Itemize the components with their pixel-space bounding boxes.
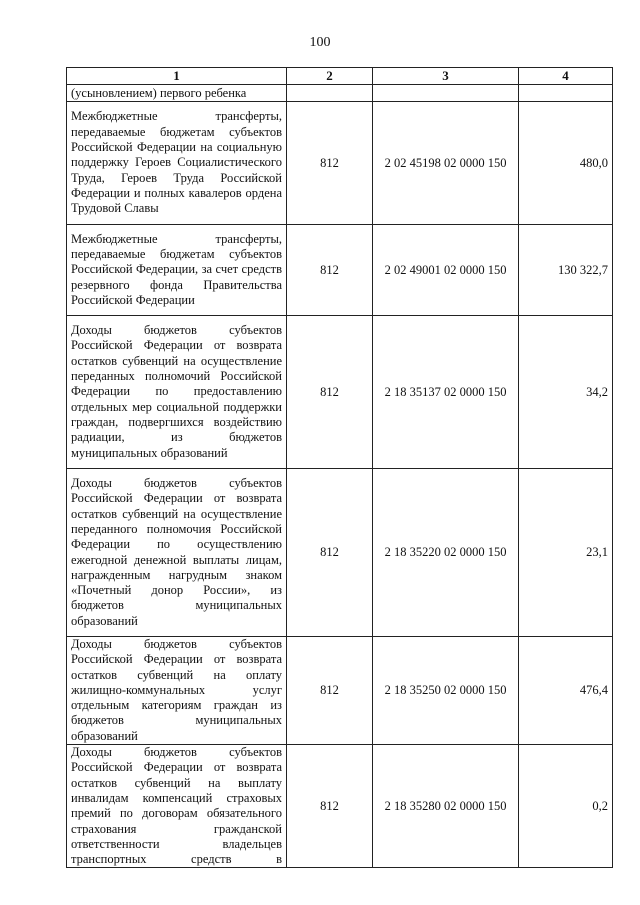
row-description: (усыновлением) первого ребенка [67, 85, 287, 102]
page-number: 100 [309, 35, 331, 50]
row-description: Доходы бюджетов субъектов Российской Федерации от возврата остатков субвенций на осуществление переданных полномочий Российской Федерации по предоставлению отдельных мер социальной поддержки граждан, подвергшихся воздействию радиации, из бюджетов муниципальных образований [67, 316, 287, 469]
row-description: Межбюджетные трансферты, передаваемые бюджетам субъектов Российской Федерации, за счет средств резервного фонда Правительства Российской Федерации [67, 225, 287, 316]
table-row [67, 637, 613, 745]
row-amount: 0,2 [519, 745, 613, 868]
row-admin-code [287, 85, 373, 102]
row-amount: 476,4 [519, 637, 613, 745]
row-amount: 480,0 [519, 102, 613, 225]
table-row [67, 85, 613, 102]
column-header-3: 3 [373, 68, 519, 85]
budget-revenue-table [66, 67, 613, 868]
row-description: Доходы бюджетов субъектов Российской Федерации от возврата остатков субвенций на оплату жилищно-коммунальных услуг отдельным категориям граждан из бюджетов муниципальных образований [67, 637, 287, 745]
row-amount [519, 85, 613, 102]
row-description: Доходы бюджетов субъектов Российской Федерации от возврата остатков субвенций на выплату инвалидам компенсаций страховых премий по договорам обязательного страхования гражданской ответственности владельцев транспортных средств в [67, 745, 287, 868]
row-budget-code [373, 85, 519, 102]
table-row [67, 102, 613, 225]
row-description: Доходы бюджетов субъектов Российской Федерации от возврата остатков субвенций на осуществление переданного полномочия Российской Федерации по осуществлению ежегодной денежной выплаты лицам, награжденным нагрудным знаком «Почетный донор России», из бюджетов муниципальных образований [67, 469, 287, 637]
row-amount: 34,2 [519, 316, 613, 469]
row-budget-code: 2 02 49001 02 0000 150 [373, 225, 519, 316]
row-admin-code: 812 [287, 102, 373, 225]
row-description: Межбюджетные трансферты, передаваемые бюджетам субъектов Российской Федерации на социальную поддержку Героев Социалистического Труда, Героев Труда Российской Федерации и полных кавалеров ордена Трудовой Славы [67, 102, 287, 225]
table-header-row [67, 68, 613, 85]
table-row [67, 469, 613, 637]
column-header-1: 1 [67, 68, 287, 85]
row-admin-code: 812 [287, 316, 373, 469]
row-admin-code: 812 [287, 637, 373, 745]
table-row [67, 745, 613, 868]
column-header-2: 2 [287, 68, 373, 85]
row-budget-code: 2 18 35250 02 0000 150 [373, 637, 519, 745]
row-admin-code: 812 [287, 745, 373, 868]
row-budget-code: 2 02 45198 02 0000 150 [373, 102, 519, 225]
row-amount: 130 322,7 [519, 225, 613, 316]
table-row [67, 316, 613, 469]
column-header-4: 4 [519, 68, 613, 85]
row-amount: 23,1 [519, 469, 613, 637]
table-row [67, 225, 613, 316]
row-budget-code: 2 18 35220 02 0000 150 [373, 469, 519, 637]
row-budget-code: 2 18 35137 02 0000 150 [373, 316, 519, 469]
row-admin-code: 812 [287, 469, 373, 637]
row-budget-code: 2 18 35280 02 0000 150 [373, 745, 519, 868]
row-admin-code: 812 [287, 225, 373, 316]
